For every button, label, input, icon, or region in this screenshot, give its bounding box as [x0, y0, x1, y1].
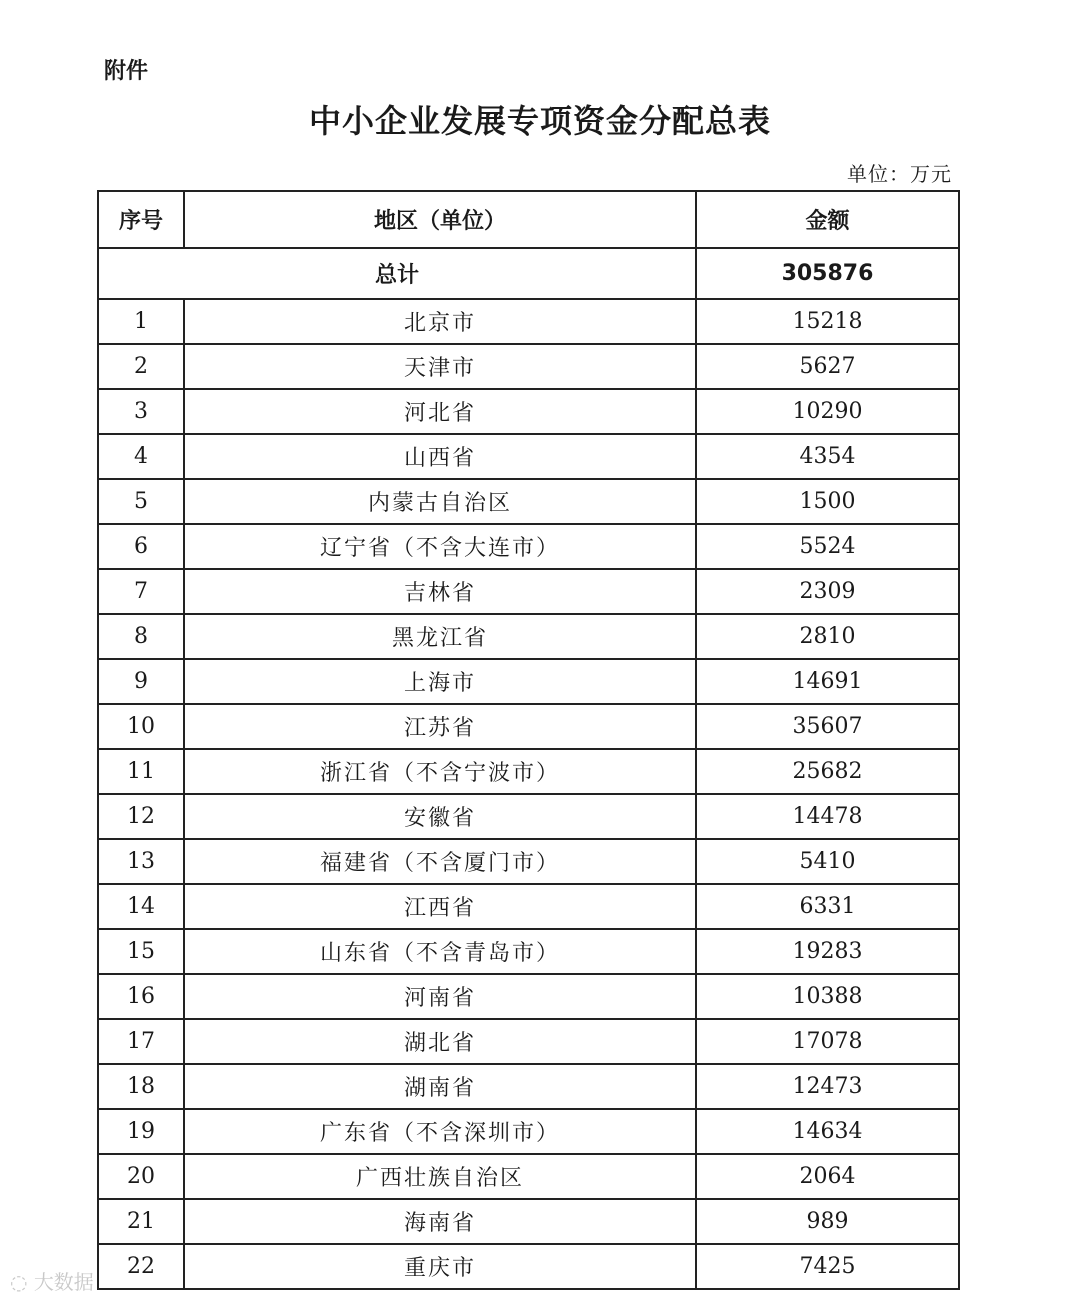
row-index: 12	[98, 794, 184, 839]
table-row	[98, 839, 959, 884]
table-row	[98, 884, 959, 929]
row-amount: 2064	[696, 1154, 959, 1199]
total-label: 总计	[98, 248, 696, 299]
row-index: 20	[98, 1154, 184, 1199]
row-region: 浙江省（不含宁波市）	[184, 749, 696, 794]
watermark-text: 大数据	[33, 1270, 94, 1294]
allocation-table	[97, 190, 960, 1290]
row-amount: 17078	[696, 1019, 959, 1064]
table-row	[98, 1199, 959, 1244]
table-row	[98, 1109, 959, 1154]
row-region: 福建省（不含厦门市）	[184, 839, 696, 884]
row-region: 吉林省	[184, 569, 696, 614]
row-amount: 10388	[696, 974, 959, 1019]
row-region: 内蒙古自治区	[184, 479, 696, 524]
total-row	[98, 248, 959, 299]
table-row	[98, 794, 959, 839]
row-region: 江西省	[184, 884, 696, 929]
row-region: 河南省	[184, 974, 696, 1019]
table-row	[98, 344, 959, 389]
row-amount: 19283	[696, 929, 959, 974]
row-amount: 6331	[696, 884, 959, 929]
row-amount: 4354	[696, 434, 959, 479]
row-amount: 2810	[696, 614, 959, 659]
row-index: 8	[98, 614, 184, 659]
row-amount: 989	[696, 1199, 959, 1244]
row-region: 湖北省	[184, 1019, 696, 1064]
row-amount: 7425	[696, 1244, 959, 1289]
row-amount: 5524	[696, 524, 959, 569]
row-index: 21	[98, 1199, 184, 1244]
row-amount: 5410	[696, 839, 959, 884]
row-index: 11	[98, 749, 184, 794]
row-region: 上海市	[184, 659, 696, 704]
row-region: 广西壮族自治区	[184, 1154, 696, 1199]
header-index: 序号	[98, 191, 184, 248]
table-row	[98, 974, 959, 1019]
row-index: 13	[98, 839, 184, 884]
row-index: 9	[98, 659, 184, 704]
table-row	[98, 704, 959, 749]
table-row	[98, 389, 959, 434]
row-index: 17	[98, 1019, 184, 1064]
row-region: 山西省	[184, 434, 696, 479]
table-row	[98, 434, 959, 479]
table-row	[98, 1244, 959, 1289]
row-region: 天津市	[184, 344, 696, 389]
row-amount: 14634	[696, 1109, 959, 1154]
row-region: 海南省	[184, 1199, 696, 1244]
row-index: 2	[98, 344, 184, 389]
table-row	[98, 1064, 959, 1109]
table-row	[98, 1154, 959, 1199]
row-index: 5	[98, 479, 184, 524]
row-index: 1	[98, 299, 184, 344]
row-index: 4	[98, 434, 184, 479]
row-region: 黑龙江省	[184, 614, 696, 659]
table-row	[98, 524, 959, 569]
table-row	[98, 299, 959, 344]
table-row	[98, 659, 959, 704]
row-amount: 12473	[696, 1064, 959, 1109]
attachment-label: 附件	[104, 59, 149, 84]
table-row	[98, 929, 959, 974]
row-index: 6	[98, 524, 184, 569]
row-amount: 2309	[696, 569, 959, 614]
row-index: 10	[98, 704, 184, 749]
row-region: 广东省（不含深圳市）	[184, 1109, 696, 1154]
unit-label: 单位：万元	[847, 162, 952, 186]
row-index: 22	[98, 1244, 184, 1289]
row-amount: 5627	[696, 344, 959, 389]
row-index: 3	[98, 389, 184, 434]
row-amount: 14478	[696, 794, 959, 839]
page-title: 中小企业发展专项资金分配总表	[308, 102, 771, 140]
watermark-icon: ◌	[10, 1270, 34, 1294]
row-index: 16	[98, 974, 184, 1019]
header-region: 地区（单位）	[184, 191, 696, 248]
row-region: 江苏省	[184, 704, 696, 749]
table-row	[98, 614, 959, 659]
table-row	[98, 569, 959, 614]
row-region: 北京市	[184, 299, 696, 344]
table-row	[98, 749, 959, 794]
row-region: 辽宁省（不含大连市）	[184, 524, 696, 569]
header-row	[98, 191, 959, 248]
total-amount: 305876	[696, 248, 959, 299]
row-index: 14	[98, 884, 184, 929]
row-index: 15	[98, 929, 184, 974]
row-amount: 15218	[696, 299, 959, 344]
row-amount: 10290	[696, 389, 959, 434]
row-amount: 25682	[696, 749, 959, 794]
table-row	[98, 1019, 959, 1064]
row-amount: 35607	[696, 704, 959, 749]
row-region: 安徽省	[184, 794, 696, 839]
table-row	[98, 479, 959, 524]
header-amount: 金额	[696, 191, 959, 248]
row-region: 重庆市	[184, 1244, 696, 1289]
row-index: 19	[98, 1109, 184, 1154]
row-index: 7	[98, 569, 184, 614]
row-amount: 14691	[696, 659, 959, 704]
row-region: 河北省	[184, 389, 696, 434]
row-region: 湖南省	[184, 1064, 696, 1109]
row-index: 18	[98, 1064, 184, 1109]
row-amount: 1500	[696, 479, 959, 524]
watermark	[10, 1266, 94, 1295]
row-region: 山东省（不含青岛市）	[184, 929, 696, 974]
